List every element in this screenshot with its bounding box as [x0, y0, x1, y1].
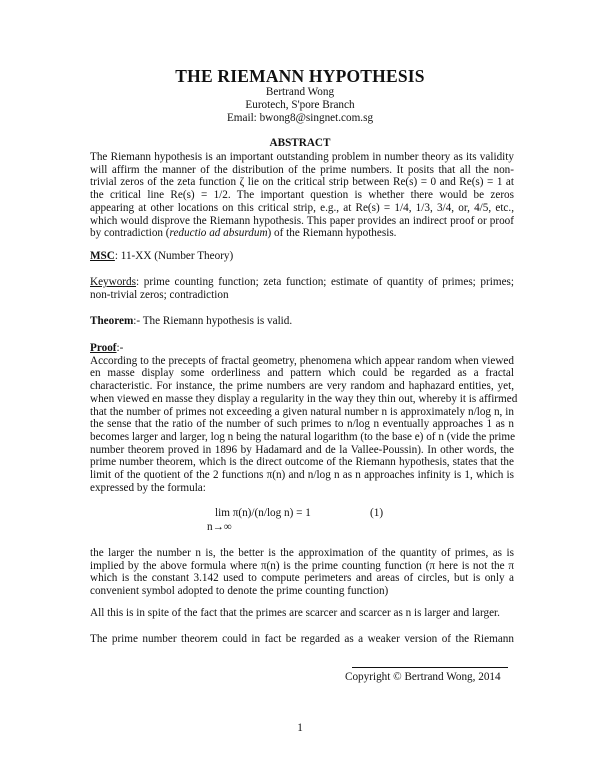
scarcer-paragraph: All this is in spite of the fact that the primes are scarcer and scarcer as n is larger and larger. [90, 607, 500, 619]
proof-line: number theorem proved in 1896 by Hadamard and de la Vallee-Poussin). In other words, the [90, 443, 514, 456]
proof-line: limit of the quotient of the 2 functions π(n) and n/log n as n approaches infinity is 1, which is [90, 469, 514, 482]
latin-phrase: reductio ad absurdum [169, 227, 268, 240]
theorem-label: Theorem [90, 315, 134, 327]
proof-line: the sense that the ratio of the number of such primes to n/log n eventually approaches 1 as n [90, 418, 514, 431]
paper-title: THE RIEMANN HYPOTHESIS [175, 66, 425, 86]
abstract-text: ) of the Riemann hypothesis. [267, 227, 397, 240]
abstract-text: by contradiction ( [90, 227, 170, 240]
equation-limit-subscript: n→∞ [207, 521, 232, 533]
footnote-rule [352, 667, 508, 668]
theorem-text: :- The Riemann hypothesis is valid. [133, 315, 293, 327]
pnt-paragraph [90, 633, 514, 646]
msc-label: MSC [90, 250, 115, 262]
equation-number: (1) [370, 507, 384, 519]
proof-line: prime number theorem, which is the direct outcome of the Riemann hypothesis, states that the [90, 456, 514, 469]
proof-line: when viewed en masse they display a regularity in the way they thin out, whereby it is affirmed [90, 392, 518, 405]
keywords-block [90, 276, 514, 301]
equation-expression: lim π(n)/(n/log n) = 1 [215, 507, 311, 519]
proof-line: becomes larger and larger, log n being the natural logarithm (to the base e) of n (vide the prime [90, 430, 516, 443]
proof-line: expressed by the formula: [90, 481, 206, 494]
body-line: implied by the above formula where π(n) is the prime counting function (π here is not the π [90, 559, 514, 572]
abstract-line: which would disprove the Riemann hypothesis. This paper provides an indirect proof or proof [90, 214, 514, 227]
proof-line: characteristic. For instance, the prime numbers are very random and haphazard entities, yet, [90, 380, 514, 393]
abstract-line: trivial zeros of the zeta function ζ lie on the critical strip between Re(s) = 0 and Re(s) = 1 at [90, 176, 514, 189]
author-email: Email: bwong8@singnet.com.sg [226, 112, 374, 124]
proof-label: Proof [90, 342, 117, 354]
keywords-text: : prime counting function; zeta function; estimate of quantity of primes; primes; [136, 276, 514, 288]
proof-body [90, 342, 518, 494]
copyright-notice: Copyright © Bertrand Wong, 2014 [345, 671, 501, 683]
body-line: convenient symbol adopted to denote the prime counting function) [90, 585, 389, 598]
after-equation-body [90, 547, 514, 598]
abstract-line: will affirm the manner of the distribution of the prime numbers. It posits that all the non- [90, 163, 514, 176]
proof-heading [90, 342, 514, 355]
proof-line: According to the precepts of fractal geometry, phenomena which appear random when viewed [90, 354, 514, 367]
keywords-label: Keywords [90, 276, 136, 288]
author-affiliation: Eurotech, S'pore Branch [245, 99, 355, 111]
keywords-line [90, 276, 514, 289]
proof-label-suffix: :- [116, 342, 124, 354]
msc-value: : 11-XX (Number Theory) [114, 250, 234, 262]
abstract-heading: ABSTRACT [269, 137, 331, 149]
author-name: Bertrand Wong [265, 86, 335, 98]
page-number: 1 [297, 722, 303, 734]
abstract-line: appearing at other locations on this critical strip, e.g., at Re(s) = 1/4, 1/3, 3/4, or, 4/5, etc., [90, 201, 514, 214]
abstract-last-line [90, 227, 514, 240]
body-line: The prime number theorem could in fact be regarded as a weaker version of the Riemann [90, 633, 514, 645]
abstract-line: the critical line Re(s) = 1/2. The important question is whether there would be zeros [90, 189, 514, 202]
proof-line: that the number of primes not exceeding a given natural number n is approximately n/log n, in [90, 405, 514, 418]
theorem-line [90, 315, 514, 328]
body-line: the larger the number n is, the better is the approximation of the quantity of primes, as is [90, 547, 514, 559]
abstract-body [90, 151, 514, 240]
body-line: which is the constant 3.142 used to compute perimeters and areas of circles, but is only a [90, 572, 514, 585]
msc-line [90, 250, 514, 263]
keywords-line: non-trivial zeros; contradiction [90, 288, 229, 301]
proof-line: en masse display some orderliness and pattern which could be regarded as a fractal [90, 367, 514, 380]
abstract-line: The Riemann hypothesis is an important outstanding problem in number theory as its validity [90, 151, 514, 163]
